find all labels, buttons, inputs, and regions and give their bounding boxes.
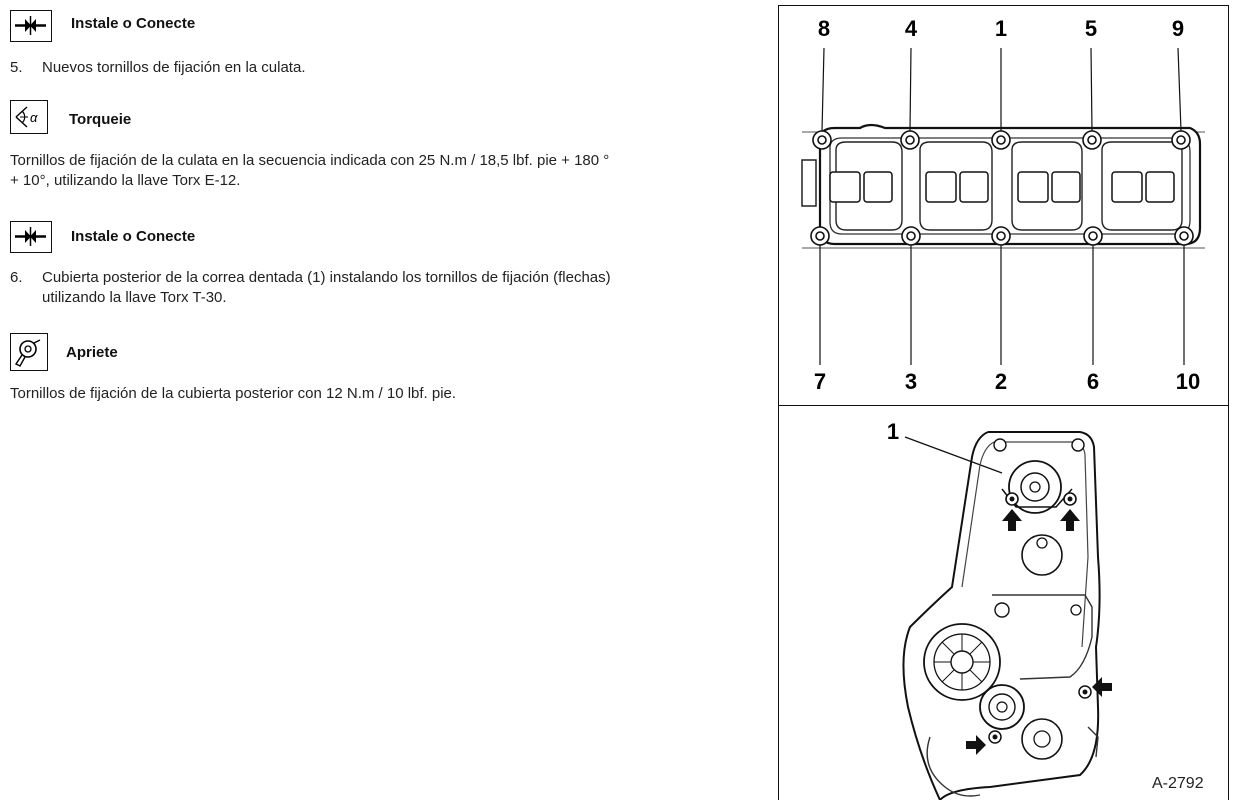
step-number: 5. (10, 59, 23, 76)
callout-bottom-6: 6 (1086, 369, 1100, 394)
torque-angle-icon (10, 100, 48, 134)
callout-bottom-3: 3 (904, 369, 918, 394)
figure-code: A-2792 (1152, 775, 1204, 792)
figure-divider (778, 405, 1229, 406)
callout-top-9: 9 (1171, 16, 1185, 41)
step-6-line-2: utilizando la llave Torx T-30. (42, 289, 227, 306)
step-heading-install-1: Instale o Conecte (71, 15, 196, 32)
step-6-text (10, 268, 775, 308)
callout-bottom-7: 7 (813, 369, 827, 394)
callout-cover-1: 1 (886, 419, 900, 444)
step-6-line-1 (10, 268, 775, 288)
install-connect-icon (10, 10, 52, 42)
torque-spec-text (10, 151, 775, 191)
callout-bottom-2: 2 (994, 369, 1008, 394)
callout-top-1: 1 (994, 16, 1008, 41)
step-text: Nuevos tornillos de fijación en la culata. (42, 59, 306, 76)
timing-belt-cover-diagram (780, 407, 1227, 800)
callout-top-5: 5 (1084, 16, 1098, 41)
tighten-wrench-icon (10, 333, 48, 371)
step-number: 6. (10, 269, 23, 286)
tighten-spec-text: Tornillos de fijación de la cubierta posterior con 12 N.m / 10 lbf. pie. (10, 385, 457, 402)
callout-bottom-10: 10 (1175, 369, 1201, 394)
torque-spec-line-2: + 10°, utilizando la llave Torx E-12. (10, 172, 241, 189)
install-connect-icon (10, 221, 52, 253)
step-text: Cubierta posterior de la correa dentada (1) instalando los tornillos de fijación (flechas) (42, 269, 611, 286)
callout-top-4: 4 (904, 16, 918, 41)
step-heading-install-2: Instale o Conecte (71, 228, 196, 245)
step-heading-torque: Torqueie (69, 111, 132, 128)
cylinder-head-diagram (780, 40, 1227, 400)
step-heading-tighten: Apriete (66, 344, 118, 361)
step-5-text (10, 58, 305, 78)
torque-spec-line-1: Tornillos de fijación de la culata en la secuencia indicada con 25 N.m / 18,5 lbf. pie + 180 ° (10, 152, 610, 169)
callout-top-8: 8 (817, 16, 831, 41)
svg-text:α: α (30, 110, 38, 125)
